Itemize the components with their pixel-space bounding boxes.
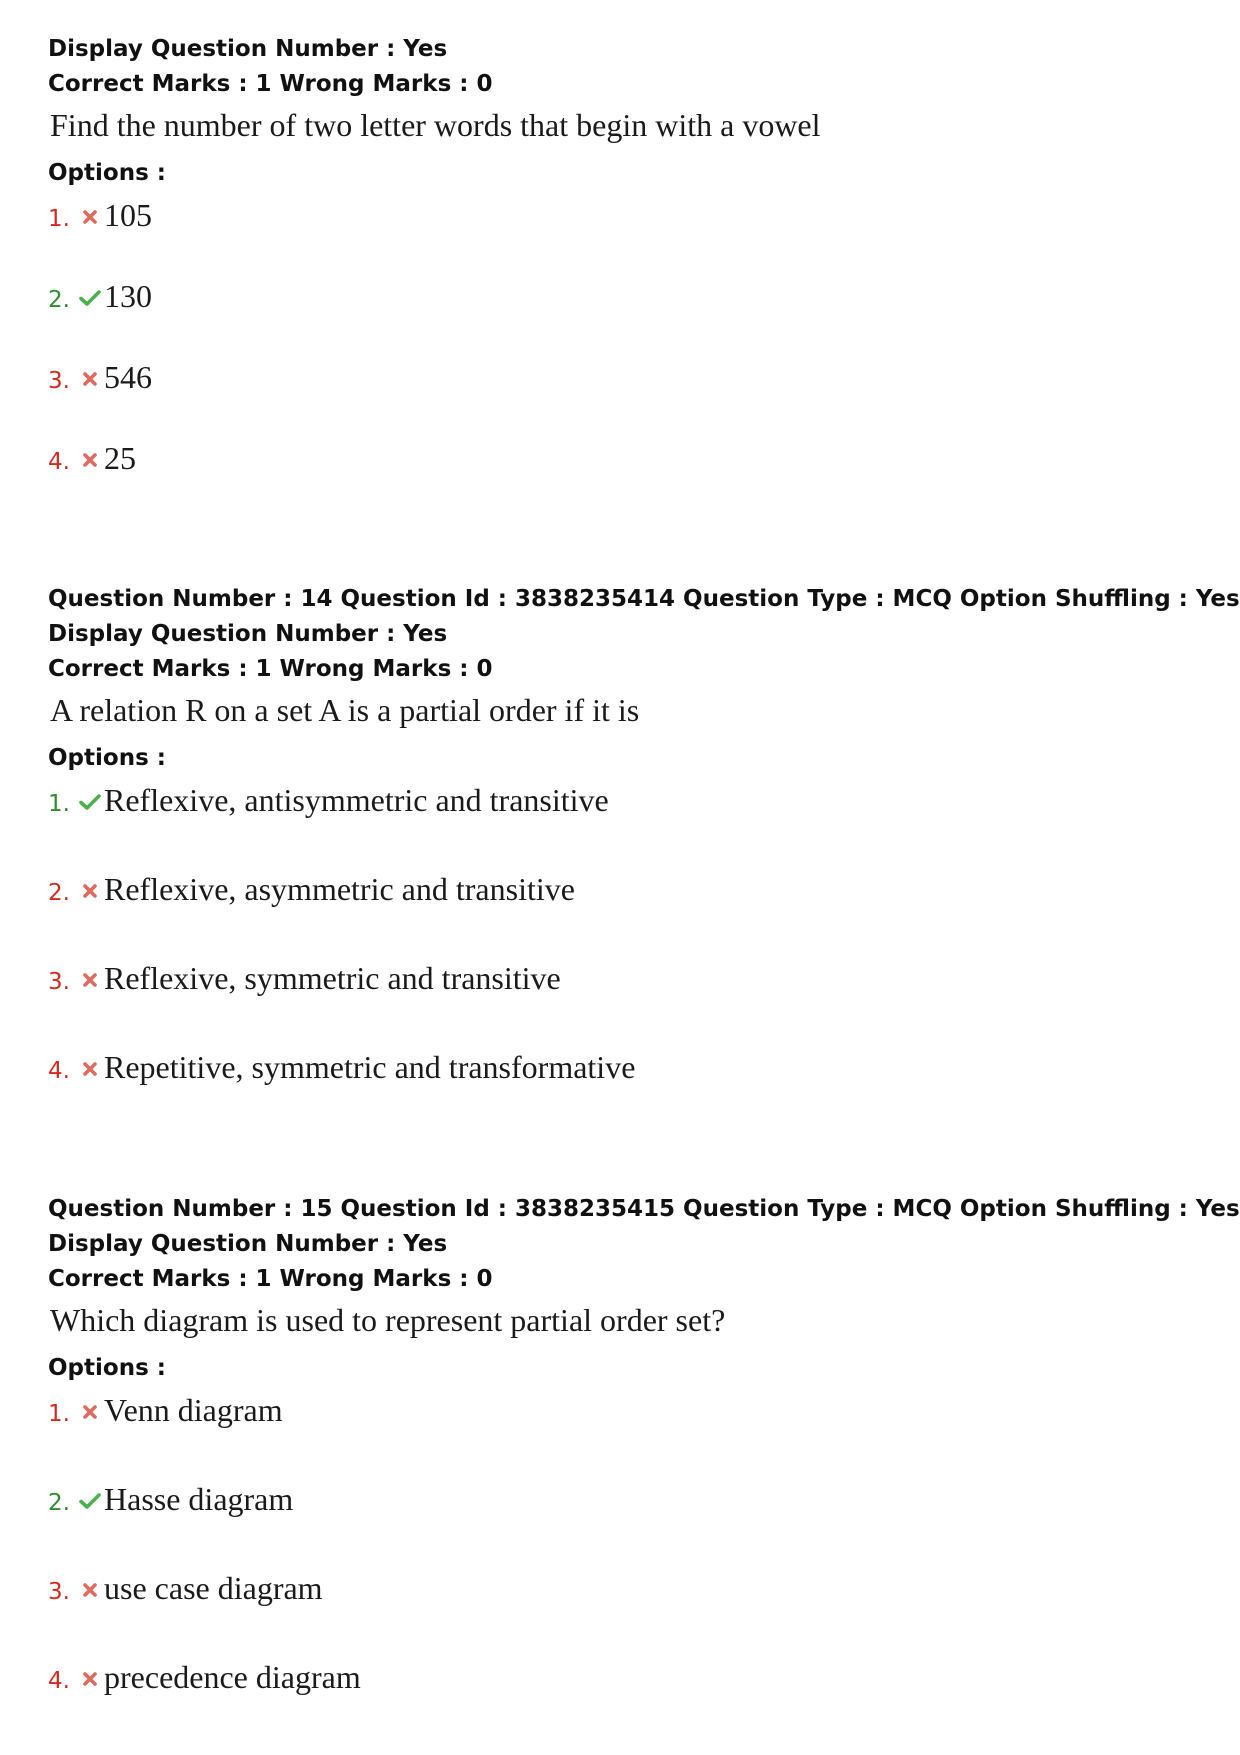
option-number: 4. (48, 1668, 70, 1694)
option-text: precedence diagram (104, 1659, 361, 1695)
question-header: Question Number : 14 Question Id : 3838235414 Question Type : MCQ Option Shuffling : Yes (48, 586, 1240, 612)
check-icon (76, 277, 104, 315)
option-number: 2. (48, 287, 70, 313)
option-3 (48, 1569, 1198, 1609)
option-3 (48, 959, 1198, 999)
marks-info: Correct Marks : 1 Wrong Marks : 0 (48, 656, 493, 682)
cross-icon (76, 959, 104, 997)
options-label: Options : (48, 160, 166, 186)
display-question-number: Display Question Number : Yes (48, 36, 448, 62)
question-14 (48, 582, 1240, 1088)
question-13 (48, 32, 1198, 479)
option-list (48, 1391, 1198, 1698)
option-text: 546 (104, 359, 152, 395)
option-number: 1. (48, 1401, 70, 1427)
option-text: Reflexive, antisymmetric and transitive (104, 782, 609, 818)
cross-icon (76, 1048, 104, 1086)
option-list (48, 196, 1198, 479)
option-4 (48, 1658, 1198, 1698)
cross-icon (76, 439, 104, 477)
cross-icon (76, 870, 104, 908)
option-text: Venn diagram (104, 1392, 283, 1428)
option-number: 2. (48, 1490, 70, 1516)
question-15 (48, 1192, 1240, 1698)
option-1 (48, 196, 1198, 236)
option-number: 4. (48, 449, 70, 475)
option-text: Reflexive, symmetric and transitive (104, 960, 561, 996)
check-icon (76, 781, 104, 819)
option-4 (48, 1048, 1198, 1088)
option-text: 130 (104, 278, 152, 314)
option-2 (48, 1480, 1198, 1520)
cross-icon (76, 1658, 104, 1696)
option-text: Hasse diagram (104, 1481, 294, 1517)
cross-icon (76, 196, 104, 234)
option-4 (48, 439, 1198, 479)
option-text: 105 (104, 197, 152, 233)
question-text: A relation R on a set A is a partial order if it is (50, 692, 640, 728)
option-text: Repetitive, symmetric and transformative (104, 1049, 636, 1085)
option-text: Reflexive, asymmetric and transitive (104, 871, 575, 907)
question-text: Which diagram is used to represent partial order set? (50, 1302, 726, 1338)
options-label: Options : (48, 745, 166, 771)
option-text: 25 (104, 440, 136, 476)
cross-icon (76, 1569, 104, 1607)
question-header: Question Number : 15 Question Id : 3838235415 Question Type : MCQ Option Shuffling : Yes (48, 1196, 1240, 1222)
marks-info: Correct Marks : 1 Wrong Marks : 0 (48, 71, 493, 97)
option-list (48, 781, 1198, 1088)
options-label: Options : (48, 1355, 166, 1381)
option-number: 3. (48, 969, 70, 995)
check-icon (76, 1480, 104, 1518)
display-question-number: Display Question Number : Yes (48, 1231, 448, 1257)
question-text: Find the number of two letter words that begin with a vowel (50, 107, 821, 143)
option-number: 3. (48, 368, 70, 394)
option-number: 1. (48, 206, 70, 232)
cross-icon (76, 1391, 104, 1429)
option-number: 3. (48, 1579, 70, 1605)
cross-icon (76, 358, 104, 396)
option-number: 1. (48, 791, 70, 817)
option-number: 2. (48, 880, 70, 906)
option-1 (48, 1391, 1198, 1431)
option-1 (48, 781, 1198, 821)
option-2 (48, 277, 1198, 317)
option-text: use case diagram (104, 1570, 323, 1606)
marks-info: Correct Marks : 1 Wrong Marks : 0 (48, 1266, 493, 1292)
option-number: 4. (48, 1058, 70, 1084)
option-3 (48, 358, 1198, 398)
display-question-number: Display Question Number : Yes (48, 621, 448, 647)
option-2 (48, 870, 1198, 910)
